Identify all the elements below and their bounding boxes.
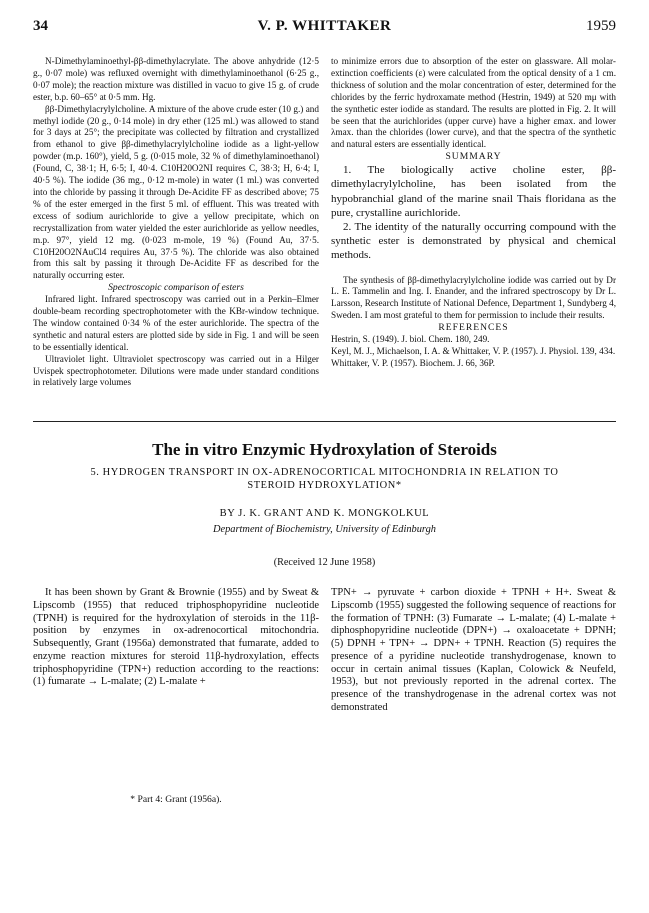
paragraph-infrared: Infrared light. Infrared spectroscopy was carried out in a Perkin–Elmer double-beam recording spectrophotometer with the KBr-window technique. The window contained 0·34 % of the ester aurichloride. The spectra of the synthetic and natural esters are plotted side by side in Fig. 1 and will be seen to be essentially identical. [33, 294, 319, 352]
running-head: V. P. WHITTAKER [257, 18, 392, 34]
paragraph-ultraviolet: Ultraviolet light. Ultraviolet spectroscopy was carried out in a Hilger Uvispek spectrophotometer. Dilutions were made under standard conditions in relatively large volumes [33, 353, 319, 388]
summary-item-2: 2. The identity of the naturally occurring compound with the synthetic ester is demonstrated by physical and chemical methods. [331, 220, 616, 262]
footnote: * Part 4: Grant (1956a). [130, 794, 222, 805]
author-affiliation: Department of Biochemistry, University of Edinburgh [213, 524, 436, 535]
paragraph-dimethylacrylylcholine: ββ-Dimethylacrylylcholine. A mixture of the above crude ester (10 g.) and methyl iodide (20 g., 0·14 mole) in dry ether (125 ml.) was allowed to stand for 3 days at 25°; the precipitate was collected by filtration and crystallized from ethanol to give ββ-dimethylacrylylcholine iodide as a light-yellow powder (m.p. 160°), yield, 5 g. (0·015 mole, 32 % of dimethylaminoethanol) (Found, C, 38·1; H, 6·5; I, 40·4. C10H20O2NI requires C, 38·3; H, 6·4; I, 40·5 %). The iodide (36 mg., 0·12 m-mole) in water (1 ml.) was converted into the chloride by passing it through De-Acidite FF as described above; 75 % of the ester emerged in the first 5 ml. of effluent. This was treated with excess of sodium aurichloride to give a yellow precipitate, which on recrystallization from water yielded the ester aurichloride as yellow needles, m.p. 97°, yield 12 mg. (0·023 m-mole, 19 %) (Found Au, 37·5. C10H20O2NAuCl4 requires Au, 37·5 %). The chloride was also obtained from this salt by passing it through De-Acidite FF as described for the naturally occurring ester. [33, 103, 319, 281]
top-left-column [33, 56, 319, 389]
page-header [33, 18, 616, 38]
article-right-column [331, 587, 616, 715]
received-date: (Received 12 June 1958) [273, 557, 376, 568]
summary-item-1: 1. The biologically active choline ester, ββ-dimethylacrylylcholine, has been isolated from the hypobranchial gland of the marine snail Thais floridana as the pure, crystalline aurichloride. [331, 164, 616, 219]
article-subtitle: 5. HYDROGEN TRANSPORT IN OX-ADRENOCORTICAL MITOCHONDRIA IN RELATION TO STEROID HYDROXYLATION* [90, 467, 559, 491]
reference-item: Keyl, M. J., Michaelson, I. A. & Whittaker, V. P. (1957). J. Physiol. 139, 434. [331, 346, 616, 357]
summary-heading: SUMMARY [445, 151, 502, 163]
article-intro-paragraph: It has been shown by Grant & Brownie (1955) and by Sweat & Lipscomb (1955) that reduced triphosphopyridine nucleotide (TPNH) is required for the hydroxylation of steroids in the 11β-position by enzymes in ox-adrenocortical mitochondria. Subsequently, Grant (1956a) demonstrated that fumarate, added to enzyme reaction mixtures for steroid 11β-hydroxylation, effects triphosphopyridine (TPN+) reduction according to the reactions: (1) fumarate → L-malate; (2) L-malate + [33, 587, 319, 688]
paragraph-continuation: to minimize errors due to absorption of the ester on glassware. All molar-extinction coefficients (ε) were calculated from the optical density of a 1 cm. thickness of solution and the molar concentration of ester, determined for the chlorides by the ferric hydroxamate method (Hestrin, 1949) at 520 mμ with the synthetic ester iodide as standard. The results are plotted in Fig. 2. It will be seen that the aurichlorides (upper curve) have a higher εmax. and lower λmax. than the chlorides (lower curve), and that the spectra of the synthetic and natural esters are essentially identical. [331, 56, 616, 150]
top-right-column [331, 56, 616, 370]
header-year: 1959 [586, 18, 616, 34]
reference-list [331, 334, 616, 370]
article-left-column [33, 587, 319, 689]
article-title: The in vitro Enzymic Hydroxylation of Steroids [152, 440, 497, 459]
article-continuation-paragraph: TPN+ → pyruvate + carbon dioxide + TPNH + H+. Sweat & Lipscomb (1955) suggested the following sequence of reactions for the formation of TPNH: (3) Fumarate → L-malate; (4) L-malate + diphosphopyridine nucleotide (DPN+) → oxaloacetate + DPNH; (5) DPNH + TPN+ → DPN+ + TPNH. Reaction (5) requires the presence of a pyridine nucleotide transhydrogenase, known to occur in certain animal tissues (Kaplan, Colowick & Neufeld, 1953), but not previously reported in the adrenal cortex. The presence of the transhydrogenase in the adrenal cortex was not demonstrated [331, 587, 616, 713]
reference-item: Whittaker, V. P. (1957). Biochem. J. 66, 36P. [331, 357, 495, 368]
page-number: 34 [33, 18, 48, 34]
reference-item: Hestrin, S. (1949). J. biol. Chem. 180, 249. [331, 334, 490, 345]
section-divider [33, 421, 616, 422]
paragraph-dimethylaminoethyl: N-Dimethylaminoethyl-ββ-dimethylacrylate. The above anhydride (12·5 g., 0·07 mole) was refluxed overnight with dimethylaminoethanol (6·25 g., 0·07 mole); the reaction mixture was distilled in vacuo to give 15 g. of crude ester, b.p. 60–65° at 0·5 mm. Hg. [33, 56, 319, 102]
section-subheading: Spectroscopic comparison of esters [108, 282, 244, 294]
acknowledgement: The synthesis of ββ-dimethylacrylylcholine iodide was carried out by Dr L. E. Tammelin and Ing. I. Enander, and the infrared spectroscopy by Dr L. Larsson, Research Institute of National Defence, Department 1, Sundyberg 4, Sweden. I am most grateful to them for permission to include their results. [331, 274, 616, 321]
references-heading: REFERENCES [438, 322, 509, 334]
article-authors: BY J. K. GRANT AND K. MONGKOLKUL [219, 508, 430, 519]
